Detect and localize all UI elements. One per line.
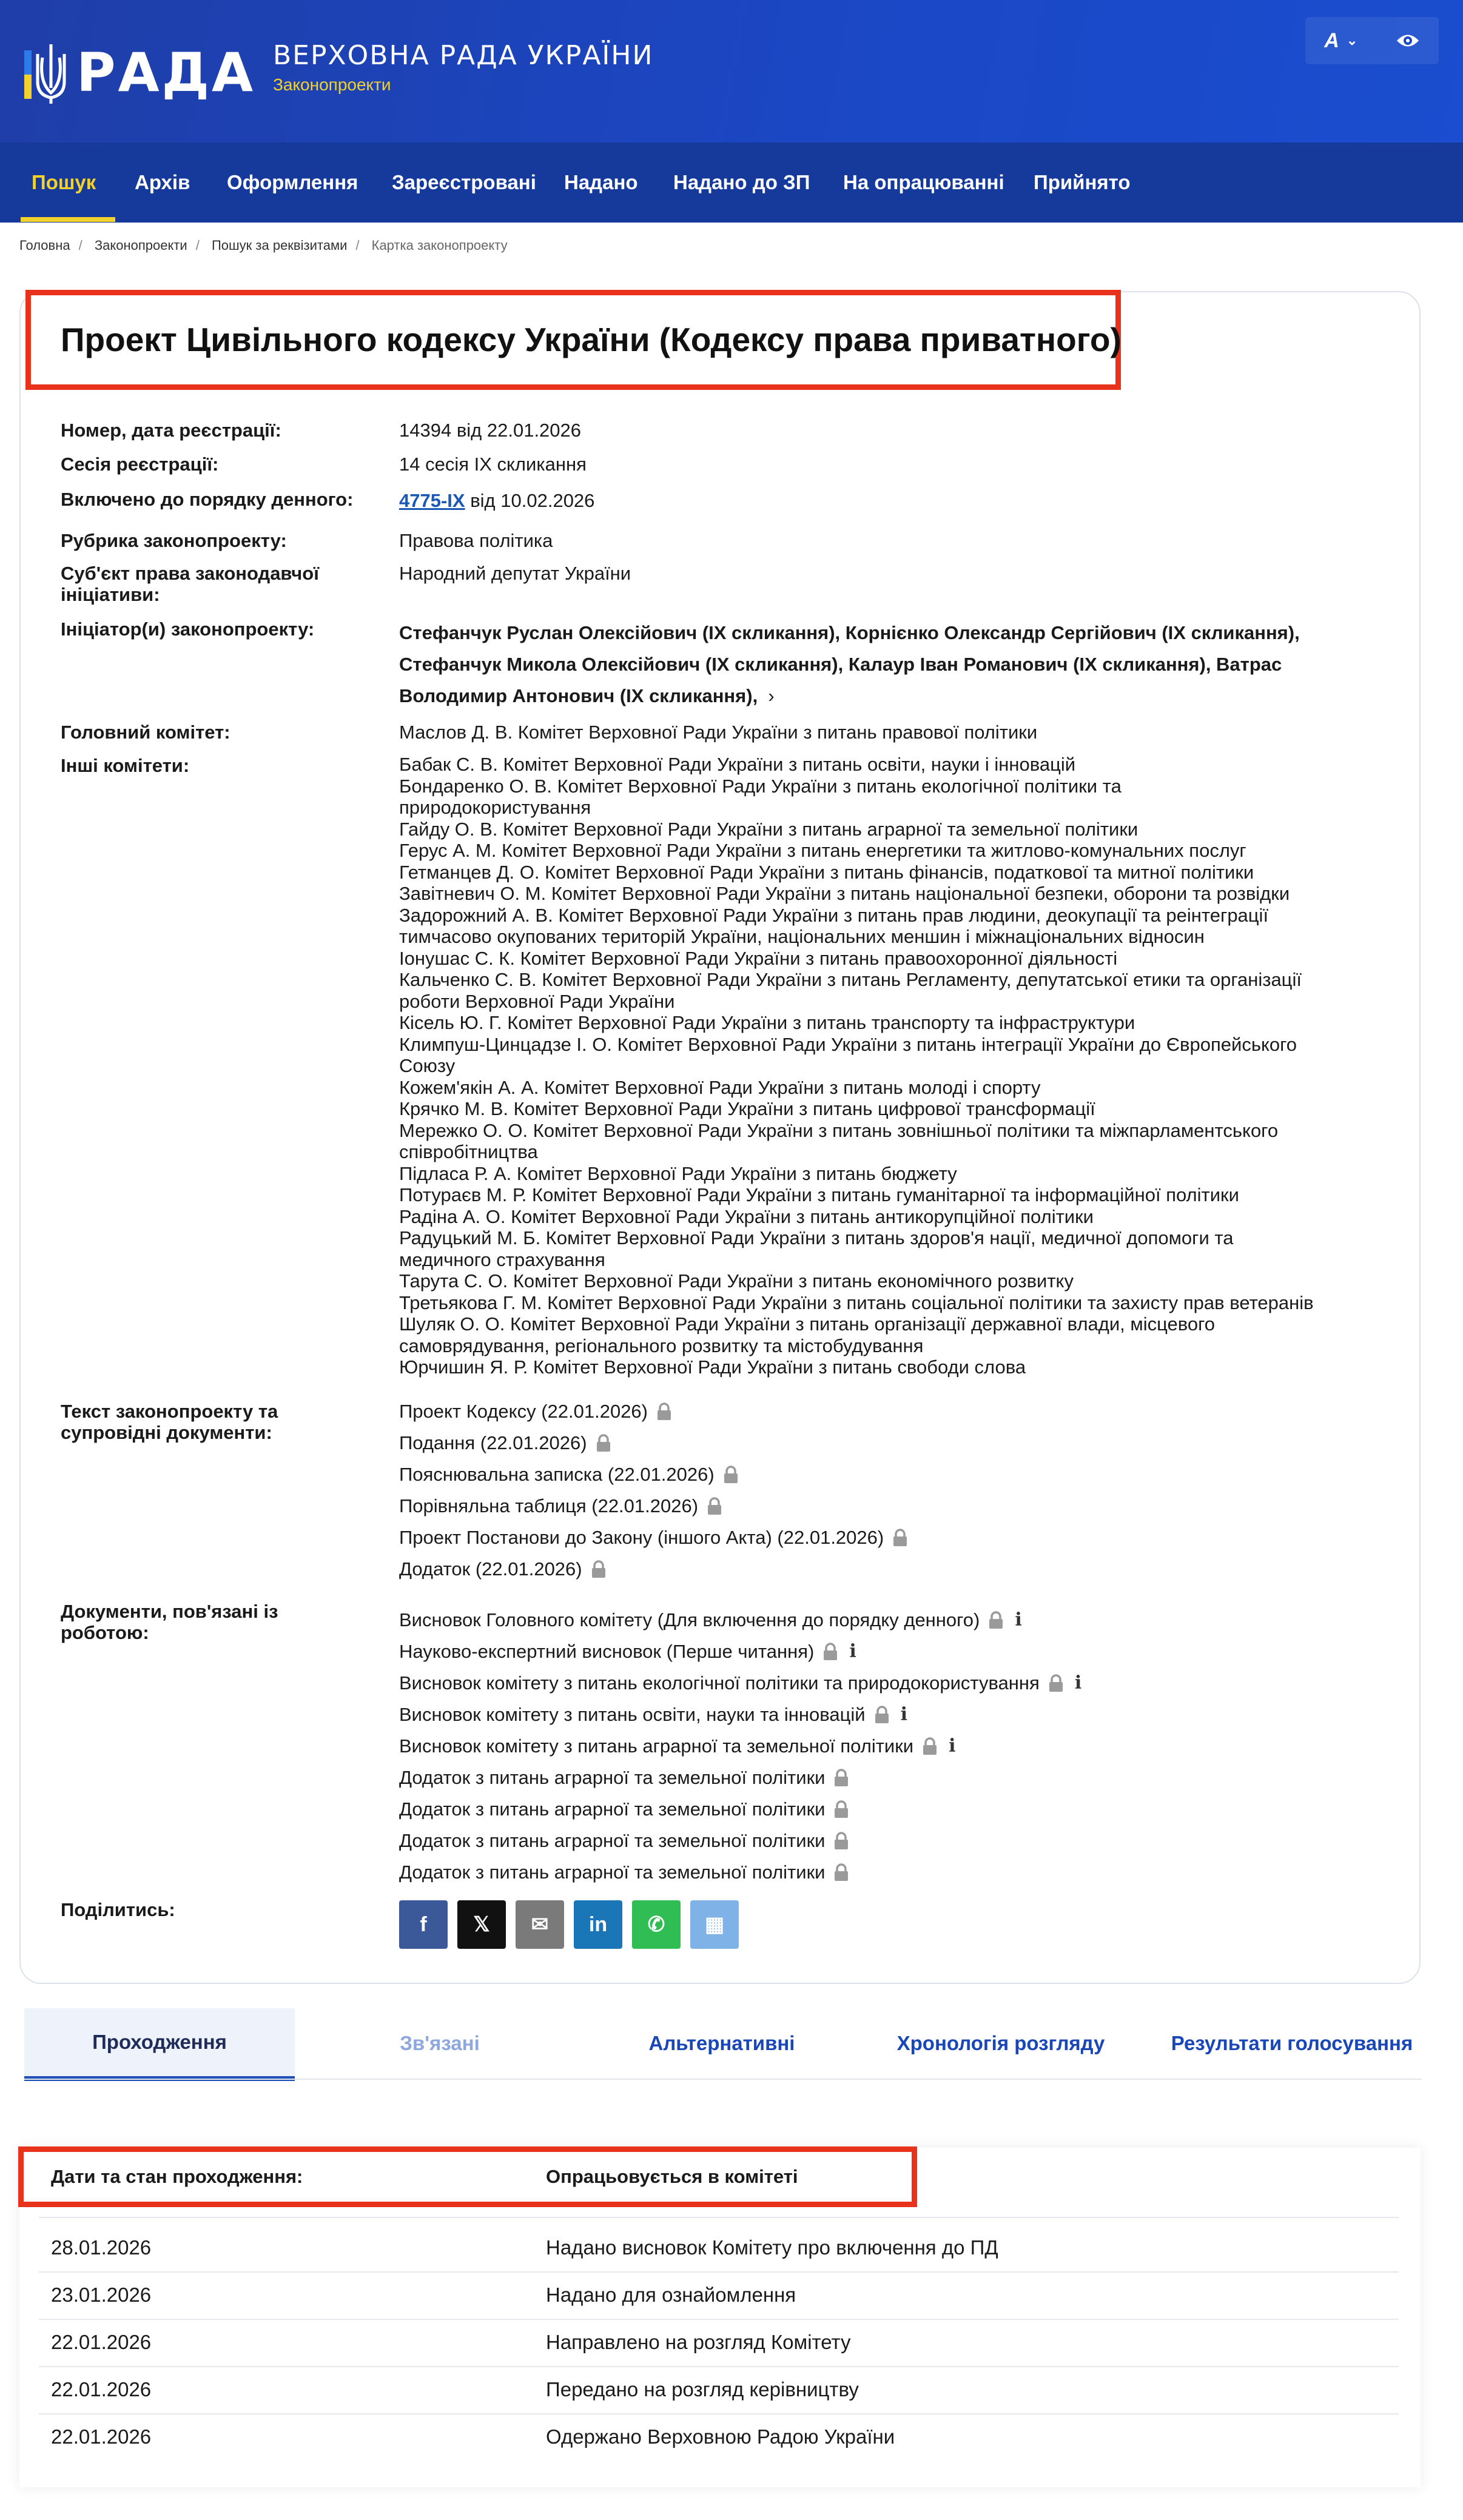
table-row-divider — [39, 2271, 1399, 2273]
logo-text: РАДА — [76, 41, 256, 104]
committee-item: Кісель Ю. Г. Комітет Верховної Ради України з питань транспорту та інфраструктури — [399, 1012, 1135, 1033]
tab-chronology[interactable]: Хронологія розгляду — [896, 2032, 1105, 2054]
lock-icon — [833, 1769, 849, 1787]
committee-item: Бабак С. В. Комітет Верховної Ради України з питань освіти, науки і інновацій — [399, 754, 1076, 775]
tab-alternative[interactable]: Альтернативні — [648, 2032, 795, 2054]
status-date: 28.01.2026 — [51, 2236, 152, 2259]
info-icon[interactable]: i — [900, 1704, 908, 1725]
table-header-date: Дати та стан проходження: — [51, 2166, 303, 2187]
lock-icon — [874, 1706, 890, 1724]
rubric-value: Правова політика — [399, 530, 553, 551]
page-title: Проект Цивільного кодексу України (Кодексу права приватного) — [61, 321, 1122, 358]
chevron-right-icon[interactable]: › — [762, 685, 775, 706]
committee-item: Третьякова Г. М. Комітет Верховної Ради України з питань соціальної політики та захисту прав ветеранів — [399, 1292, 1314, 1313]
lock-icon — [656, 1402, 672, 1421]
related-document-link[interactable] — [399, 1798, 849, 1820]
document-title: Подання (22.01.2026) — [399, 1432, 587, 1453]
nav-item-in-progress[interactable]: На опрацюванні — [843, 171, 1004, 193]
related-document-link[interactable] — [399, 1830, 849, 1851]
texts-label: Текст законопроекту та супровідні документи: — [61, 1401, 278, 1443]
nav-item-formatting[interactable]: Оформлення — [227, 171, 358, 193]
facebook-icon[interactable]: f — [399, 1900, 448, 1949]
font-size-label: A — [1324, 28, 1339, 52]
lock-icon — [988, 1611, 1004, 1629]
document-link[interactable] — [399, 1527, 908, 1548]
info-icon[interactable]: i — [1015, 1609, 1022, 1630]
committee-item: Кожем'якін А. А. Комітет Верховної Ради України з питань молоді і спорту — [399, 1076, 1041, 1098]
document-title: Пояснювальна записка (22.01.2026) — [399, 1464, 715, 1485]
document-link[interactable] — [399, 1401, 672, 1422]
nav-item-search[interactable]: Пошук — [32, 171, 96, 193]
chevron-down-icon: ⌄ — [1346, 33, 1358, 48]
committee-item: Крячко М. В. Комітет Верховної Ради України з питань цифрової трансформації — [399, 1098, 1095, 1119]
lock-icon — [596, 1434, 611, 1452]
status-event: Направлено на розгляд Комітету — [546, 2331, 851, 2353]
breadcrumb-search[interactable]: Пошук за реквізитами — [211, 238, 348, 253]
session-label: Сесія реєстрації: — [61, 454, 219, 475]
initiators-text: Стефанчук Руслан Олексійович (IX скликання), Корнієнко Олександр Сергійович (IX скликання), Стефанчук Микола Олексійович (IX скликання), Калаур Іван Романович (IX скликання), Ватрас Володимир Антонович (IX скликання), — [399, 622, 1300, 706]
related-document-link[interactable] — [399, 1767, 849, 1788]
status-date: 22.01.2026 — [51, 2331, 152, 2353]
related-document-link[interactable] — [399, 1672, 1081, 1694]
breadcrumb: Головна / Законопроекти / Пошук за реквізитами / Картка законопроекту — [19, 238, 508, 253]
initiators-value — [399, 617, 1345, 712]
nav-item-adopted[interactable]: Прийнято — [1034, 171, 1131, 193]
committee-item: Завітневич О. М. Комітет Верховної Ради України з питань національної безпеки, оборони та розвідки — [399, 883, 1290, 904]
document-title: Проект Постанови до Закону (іншого Акта) (22.01.2026) — [399, 1527, 884, 1548]
committee-item: Шуляк О. О. Комітет Верховної Ради України з питань організації державної влади, місцевого самоврядування, регіонального розвитку та містобудування — [399, 1313, 1215, 1356]
trident-icon — [24, 39, 72, 106]
other-committees-list — [399, 754, 1382, 1378]
table-row-divider — [39, 2413, 1399, 2414]
x-icon[interactable]: 𝕏 — [457, 1900, 506, 1949]
email-icon[interactable]: ✉ — [516, 1900, 564, 1949]
site-header — [0, 0, 1463, 142]
nav-item-archive[interactable]: Архів — [135, 171, 190, 193]
status-event: Надано для ознайомлення — [546, 2284, 796, 2306]
table-row-divider — [39, 2319, 1399, 2320]
number-label: Номер, дата реєстрації: — [61, 420, 281, 441]
nav-item-provided[interactable]: Надано — [564, 171, 638, 193]
lock-icon — [1048, 1674, 1064, 1692]
related-docs-label: Документи, пов'язані із роботою: — [61, 1601, 278, 1643]
table-row-divider — [39, 2366, 1399, 2367]
lock-icon — [833, 1800, 849, 1818]
lock-icon — [591, 1560, 607, 1578]
committee-item: Герус А. М. Комітет Верховної Ради України з питань енергетики та житлово-комунальних послуг — [399, 840, 1246, 861]
info-icon[interactable]: i — [849, 1641, 856, 1662]
linkedin-icon[interactable]: in — [574, 1900, 622, 1949]
rubric-label: Рубрика законопроекту: — [61, 530, 287, 551]
lock-icon — [833, 1832, 849, 1850]
other-committees-label: Інші комітети: — [61, 755, 190, 776]
main-committee-label: Головний комітет: — [61, 722, 230, 743]
lock-icon — [922, 1737, 938, 1755]
status-date: 22.01.2026 — [51, 2378, 152, 2401]
related-document-title: Науково-експертний висновок (Перше читання) — [399, 1641, 815, 1662]
number-value: 14394 від 22.01.2026 — [399, 420, 582, 441]
table-header-state: Опрацьовується в комітеті — [546, 2166, 798, 2187]
committee-item: Юрчишин Я. Р. Комітет Верховної Ради України з питань свободи слова — [399, 1356, 1026, 1378]
initiators-label: Ініціатор(и) законопроекту: — [61, 618, 315, 640]
committee-item: Іонушас С. К. Комітет Верховної Ради України з питань правоохоронної діяльності — [399, 947, 1118, 969]
related-document-link[interactable] — [399, 1862, 849, 1883]
site-logo[interactable] — [24, 36, 255, 109]
table-header-divider — [39, 2217, 1399, 2218]
committee-item: Радуцький М. Б. Комітет Верховної Ради України з питань здоров'я нації, медичної допомоги та медичного страхування — [399, 1227, 1234, 1270]
breadcrumb-bills[interactable]: Законопроекти — [94, 238, 187, 253]
qr-code-icon[interactable]: ▦ — [690, 1900, 739, 1949]
tabs-divider — [24, 2079, 1422, 2080]
related-document-link[interactable] — [399, 1735, 956, 1757]
document-title: Додаток (22.01.2026) — [399, 1558, 582, 1580]
document-link[interactable] — [399, 1464, 739, 1485]
committee-item: Мережко О. О. Комітет Верховної Ради України з питань зовнішньої політики та міжпарламентського співробітництва — [399, 1119, 1279, 1162]
related-document-title: Додаток з питань аграрної та земельної політики — [399, 1830, 826, 1851]
related-document-title: Додаток з питань аграрної та земельної політики — [399, 1862, 826, 1883]
breadcrumb-home[interactable]: Головна — [19, 238, 70, 253]
agenda-value — [399, 490, 594, 511]
committee-item: Гетманцев Д. О. Комітет Верховної Ради України з питань фінансів, податкової та митної політики — [399, 861, 1254, 883]
header-tools — [1305, 17, 1439, 64]
related-document-link[interactable] — [399, 1641, 856, 1662]
committee-item: Климпуш-Цинцадзе І. О. Комітет Верховної Ради України з питань інтеграції України до Європейського Союзу — [399, 1033, 1297, 1076]
status-date: 23.01.2026 — [51, 2284, 152, 2306]
status-event: Одержано Верховною Радою України — [546, 2425, 895, 2448]
related-document-title: Висновок комітету з питань освіти, науки та інновацій — [399, 1704, 866, 1725]
subject-label: Суб'єкт права законодавчої ініціативи: — [61, 563, 319, 605]
related-document-title: Висновок Головного комітету (Для включення до порядку денного) — [399, 1609, 980, 1630]
committee-item: Радіна А. О. Комітет Верховної Ради України з питань антикорупційної політики — [399, 1205, 1094, 1227]
lock-icon — [892, 1529, 908, 1547]
status-date: 22.01.2026 — [51, 2425, 152, 2448]
document-title: Проект Кодексу (22.01.2026) — [399, 1401, 648, 1422]
related-document-title: Додаток з питань аграрної та земельної політики — [399, 1798, 826, 1820]
share-buttons — [399, 1900, 739, 1949]
related-document-link[interactable] — [399, 1704, 907, 1725]
related-document-link[interactable] — [399, 1609, 1022, 1630]
document-link[interactable] — [399, 1558, 607, 1580]
committee-item: Потураєв М. Р. Комітет Верховної Ради України з питань гуманітарної та інформаційної політики — [399, 1184, 1239, 1205]
document-link[interactable] — [399, 1432, 611, 1453]
tab-passage[interactable]: Проходження — [24, 2008, 295, 2081]
committee-item: Бондаренко О. В. Комітет Верховної Ради України з питань екологічної політики та природокористування — [399, 775, 1122, 818]
breadcrumb-current: Картка законопроекту — [371, 238, 508, 253]
share-label: Поділитись: — [61, 1899, 175, 1920]
tab-voting-results[interactable]: Результати голосування — [1171, 2032, 1413, 2054]
agenda-link[interactable]: 4775-IX — [399, 490, 465, 511]
related-document-title: Висновок комітету з питань екологічної політики та природокористування — [399, 1672, 1040, 1694]
agenda-date: від 10.02.2026 — [470, 490, 595, 511]
lock-icon — [833, 1863, 849, 1882]
committee-item: Гайду О. В. Комітет Верховної Ради України з питань аграрної та земельної політики — [399, 818, 1138, 840]
committee-item: Задорожний А. В. Комітет Верховної Ради України з питань прав людини, деокупації та реінтеграції тимчасово окупованих територій України, національних меншин і міжнаціональних відносин — [399, 904, 1269, 947]
tab-related[interactable]: Зв'язані — [400, 2032, 480, 2054]
nav-item-provided-zp[interactable]: Надано до ЗП — [673, 171, 810, 193]
document-link[interactable] — [399, 1495, 722, 1516]
status-event: Надано висновок Комітету про включення до ПД — [546, 2236, 998, 2259]
related-document-title: Додаток з питань аграрної та земельної політики — [399, 1767, 826, 1788]
main-nav — [0, 142, 1463, 223]
nav-item-registered[interactable]: Зареєстровані — [392, 171, 536, 193]
site-title: ВЕРХОВНА РАДА УКРАЇНИ — [273, 40, 654, 71]
committee-item: Підласа Р. А. Комітет Верховної Ради України з питань бюджету — [399, 1162, 957, 1184]
lock-icon — [822, 1643, 838, 1661]
whatsapp-icon[interactable]: ✆ — [632, 1900, 681, 1949]
font-size-button[interactable] — [1324, 29, 1357, 53]
committee-item: Кальченко С. В. Комітет Верховної Ради України з питань Регламенту, депутатської етики та організації роботи Верховної Ради України — [399, 969, 1302, 1012]
main-committee-value: Маслов Д. В. Комітет Верховної Ради України з питань правової політики — [399, 722, 1038, 743]
site-subtitle[interactable]: Законопроекти — [273, 75, 391, 94]
info-icon[interactable]: i — [949, 1735, 956, 1757]
session-value: 14 сесія IX скликання — [399, 454, 587, 475]
related-document-title: Висновок комітету з питань аграрної та земельної політики — [399, 1735, 914, 1757]
info-icon[interactable]: i — [1074, 1672, 1082, 1694]
committee-item: Тарута С. О. Комітет Верховної Ради України з питань економічного розвитку — [399, 1270, 1074, 1292]
lock-icon — [707, 1497, 722, 1515]
nav-active-indicator — [21, 217, 115, 222]
document-title: Порівняльна таблиця (22.01.2026) — [399, 1495, 699, 1516]
lock-icon — [723, 1466, 739, 1484]
status-event: Передано на розгляд керівництву — [546, 2378, 859, 2401]
agenda-label: Включено до порядку денного: — [61, 489, 354, 510]
subject-value: Народний депутат України — [399, 563, 631, 584]
accessibility-eye-icon[interactable] — [1396, 32, 1420, 50]
